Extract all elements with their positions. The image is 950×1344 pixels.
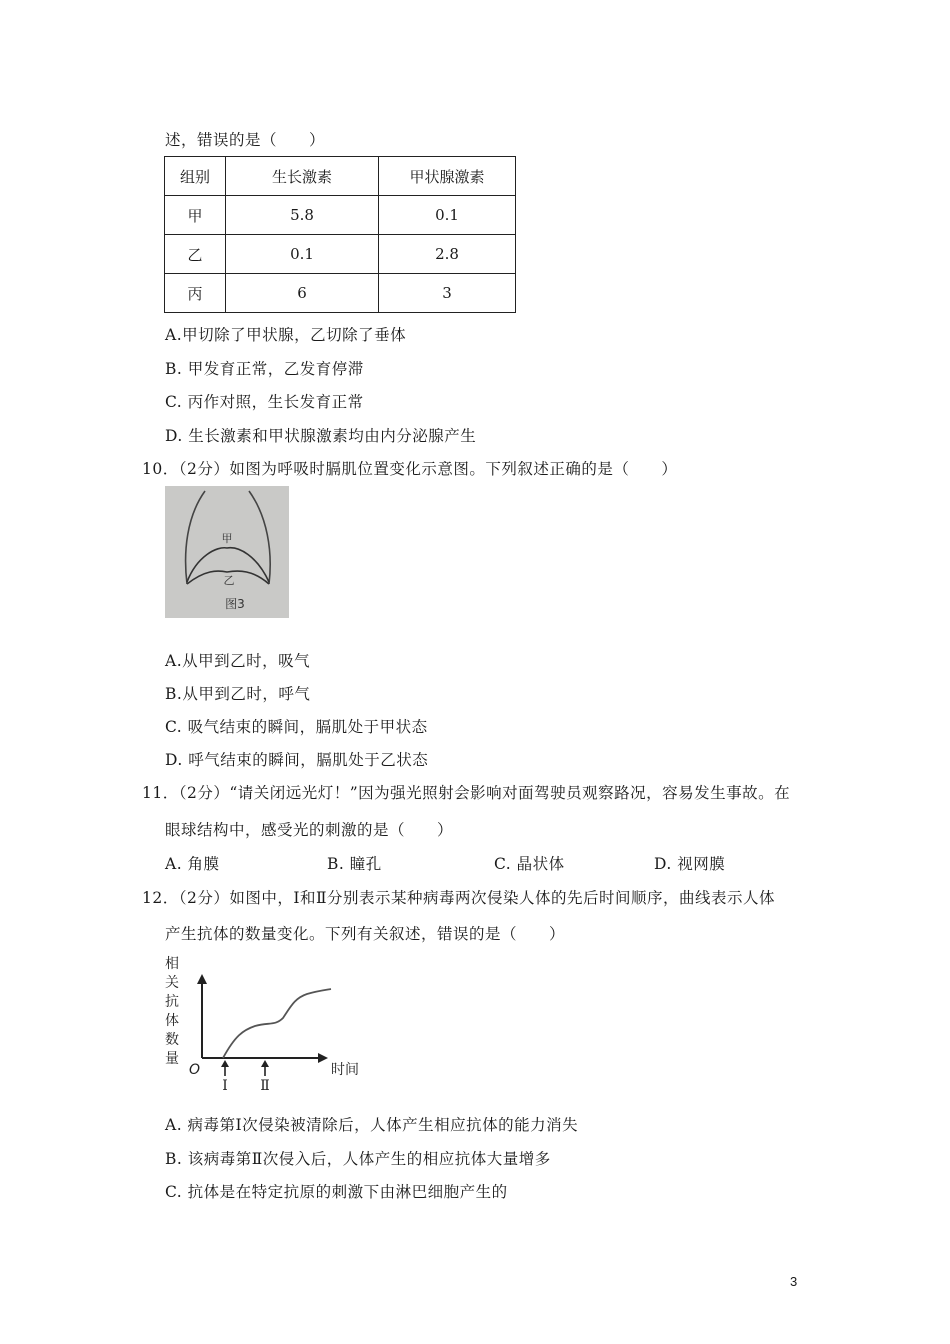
q12-stem-line1: 12．（2分）如图中，Ⅰ和Ⅱ分别表示某种病毒两次侵染人体的先后时间顺序，曲线表示人体 <box>142 889 775 907</box>
q9-option-c: C. 丙作对照，生长发育正常 <box>165 393 364 411</box>
y-axis-arrow <box>197 974 207 984</box>
q12-option-b: B. 该病毒第Ⅱ次侵入后，人体产生的相应抗体大量增多 <box>165 1150 551 1168</box>
hormone-table <box>164 156 516 313</box>
x-axis-arrow <box>318 1053 328 1063</box>
table-cell: 乙 <box>165 235 226 274</box>
marker-arrow-head-2 <box>261 1060 269 1067</box>
marker-arrow-head-1 <box>221 1060 229 1067</box>
x-axis-label: 时间 <box>331 1062 359 1078</box>
q10-option-a: A.从甲到乙时，吸气 <box>165 652 311 670</box>
table-cell: 丙 <box>165 274 226 313</box>
ylabel-char: 量 <box>165 1051 179 1067</box>
q11-option-c: C. 晶状体 <box>494 855 565 873</box>
label-jia: 甲 <box>221 532 233 545</box>
ylabel-char: 数 <box>165 1032 179 1048</box>
q10-option-b: B.从甲到乙时，呼气 <box>165 685 311 703</box>
q12-option-a: A. 病毒第Ⅰ次侵染被清除后，人体产生相应抗体的能力消失 <box>165 1116 579 1134</box>
table-header-cell: 组别 <box>165 157 226 196</box>
q10-option-c: C. 吸气结束的瞬间，膈肌处于甲状态 <box>165 718 428 736</box>
antibody-curve <box>223 989 331 1058</box>
q9-stem-continuation: 述，错误的是（ ） <box>165 131 326 149</box>
q10-option-d: D. 呼气结束的瞬间，膈肌处于乙状态 <box>165 751 429 769</box>
marker-label-1: Ⅰ <box>222 1078 228 1090</box>
table-cell: 甲 <box>165 196 226 235</box>
q11-stem-line1: 11．（2分）“请关闭远光灯！”因为强光照射会影响对面驾驶员观察路况，容易发生事故。在 <box>142 784 791 802</box>
table-cell: 0.1 <box>379 196 516 235</box>
table-cell: 2.8 <box>379 235 516 274</box>
q9-option-d: D. 生长激素和甲状腺激素均由内分泌腺产生 <box>165 427 477 445</box>
q11-option-b: B. 瞳孔 <box>327 855 382 873</box>
ylabel-char: 相 <box>165 956 179 972</box>
marker-label-2: Ⅱ <box>260 1078 270 1090</box>
ylabel-char: 关 <box>165 975 179 991</box>
table-row <box>165 196 516 235</box>
ylabel-char: 抗 <box>165 994 179 1010</box>
q11-stem-line2: 眼球结构中，感受光的刺激的是（ ） <box>165 821 454 839</box>
label-yi: 乙 <box>223 574 235 587</box>
table-cell: 3 <box>379 274 516 313</box>
diaphragm-figure <box>165 486 289 618</box>
page-number: 3 <box>790 1274 798 1289</box>
q11-option-a: A. 角膜 <box>165 855 220 873</box>
table-cell: 0.1 <box>226 235 379 274</box>
table-header-cell: 甲状腺激素 <box>379 157 516 196</box>
antibody-graph <box>165 950 375 1090</box>
table-row <box>165 235 516 274</box>
q12-stem-line2: 产生抗体的数量变化。下列有关叙述，错误的是（ ） <box>165 925 566 943</box>
ylabel-char: 体 <box>165 1013 179 1029</box>
table-header-cell: 生长激素 <box>226 157 379 196</box>
table-cell: 6 <box>226 274 379 313</box>
table-row <box>165 274 516 313</box>
origin-label: O <box>189 1062 201 1078</box>
table-header-row <box>165 157 516 196</box>
q12-option-c: C. 抗体是在特定抗原的刺激下由淋巴细胞产生的 <box>165 1183 508 1201</box>
q11-option-d: D. 视网膜 <box>654 855 726 873</box>
figure-caption: 图3 <box>225 597 245 611</box>
table-cell: 5.8 <box>226 196 379 235</box>
q10-stem: 10．（2分）如图为呼吸时膈肌位置变化示意图。下列叙述正确的是（ ） <box>142 460 678 478</box>
q9-option-a: A.甲切除了甲状腺，乙切除了垂体 <box>165 326 407 344</box>
q9-option-b: B. 甲发育正常，乙发育停滞 <box>165 360 364 378</box>
